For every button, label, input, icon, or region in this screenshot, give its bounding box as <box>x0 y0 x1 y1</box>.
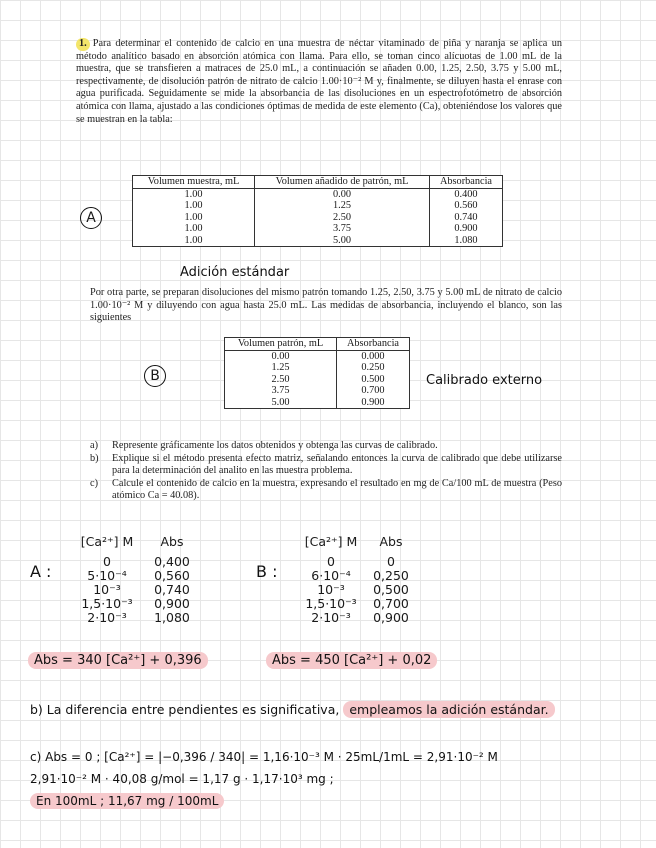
hand-a-conc-header: [Ca²⁺] M <box>80 534 134 549</box>
table-row <box>225 362 410 374</box>
hand-value: 5·10⁻⁴ <box>87 568 127 583</box>
table-b-header-row <box>225 338 410 351</box>
table-cell: 5.00 <box>255 235 430 247</box>
table-cell: 0.400 <box>430 188 503 200</box>
table-row <box>225 385 410 397</box>
question-text: Calcule el contenido de calcio en la muestra, expresando el resultado en mg de Ca/100 mL de muestra (Peso atómico Ca = 40.08). <box>112 477 562 502</box>
table-cell: 0.00 <box>255 188 430 200</box>
hand-value: 1,080 <box>154 610 190 625</box>
table-row <box>133 188 503 200</box>
table-cell: 1.25 <box>255 200 430 212</box>
question-label: c) <box>90 477 98 489</box>
answer-c-line-3 <box>30 790 498 812</box>
hand-value: 0,900 <box>154 596 190 611</box>
question-label: a) <box>90 440 98 451</box>
table-cell: 5.00 <box>225 397 337 409</box>
table-cell: 0.250 <box>337 362 410 374</box>
answer-b <box>30 702 555 717</box>
table-row <box>133 235 503 247</box>
table-standard-addition <box>132 175 503 247</box>
hand-a-abs-header: Abs <box>160 534 184 549</box>
problem-intro-text: Para determinar el contenido de calcio en una muestra de néctar vitaminado de piña y naranja se aplica un método analítico basado en absorción atómica con llama. Para ello, se toman cinco alícuotas de 1.00 mL de la muestra, que se transfieren a matraces de 25.0 mL, a continuación se añaden 0.00, 1.25, 2.50, 3.75 y 5.00 mL, respectivamente, de disolución patrón de nitrato de calcio 1.00·10⁻² M y, finalmente, se diluyen hasta el enrase con agua purificada. Seguidamente se mide la absorbancia de las disoluciones en un espectrofotómetro de absorción atómica con llama, ajustado a las condiciones óptimas de medida de este elemento (Ca), obteniéndose los valores que se muestran en la tabla: <box>76 38 562 125</box>
hand-value: 0,500 <box>373 582 409 597</box>
table-cell: 0.00 <box>225 350 337 362</box>
hand-b-conc-column <box>296 555 366 625</box>
table-cell: 0.900 <box>337 397 410 409</box>
question-item <box>90 440 562 453</box>
label-standard-addition: Adición estándar <box>180 265 290 280</box>
hand-b-prefix: B : <box>256 562 278 581</box>
answer-c-line-2: 2,91·10⁻² M · 40,08 g/mol = 1,17 g · 1,17·10³ mg ; <box>30 772 334 786</box>
table-cell: 1.00 <box>133 188 255 200</box>
table-cell: 1.00 <box>133 212 255 224</box>
table-cell: 2.50 <box>255 212 430 224</box>
circle-label-b: B <box>144 365 166 387</box>
table-cell: 3.75 <box>255 223 430 235</box>
table-cell: 1.080 <box>430 235 503 247</box>
hand-b-equation: Abs = 450 [Ca²⁺] + 0,02 <box>266 652 437 669</box>
table-row <box>133 223 503 235</box>
table-a-header: Absorbancia <box>430 176 503 189</box>
question-label: b) <box>90 452 99 464</box>
questions-list <box>90 440 562 503</box>
table-cell: 0.000 <box>337 350 410 362</box>
table-a-header-row <box>133 176 503 189</box>
problem-intro <box>76 38 562 126</box>
hand-value: 0,250 <box>373 568 409 583</box>
table-cell: 0.700 <box>337 385 410 397</box>
table-row <box>225 397 410 409</box>
hand-b-abs-column <box>366 555 416 625</box>
hand-a-abs-column <box>142 555 202 625</box>
table-cell: 1.00 <box>133 223 255 235</box>
answer-b-text: La diferencia entre pendientes es significativa, <box>46 702 340 717</box>
table-cell: 3.75 <box>225 385 337 397</box>
hand-a-conc-column <box>72 555 142 625</box>
answer-b-highlight: empleamos la adición estándar. <box>343 701 554 718</box>
table-row <box>133 200 503 212</box>
hand-value: 2·10⁻³ <box>311 610 351 625</box>
table-cell: 0.500 <box>337 374 410 386</box>
answer-c-line1-text: Abs = 0 ; [Ca²⁺] = |−0,396 / 340| = 1,16·10⁻³ M · 25mL/1mL = 2,91·10⁻² M <box>45 750 498 764</box>
hand-value: 0,700 <box>373 596 409 611</box>
hand-value: 6·10⁻⁴ <box>311 568 351 583</box>
label-external-calibration: Calibrado externo <box>426 373 543 388</box>
answer-c-line-1 <box>30 746 498 768</box>
table-row <box>225 350 410 362</box>
hand-value: 0 <box>387 554 395 569</box>
table-cell: 1.25 <box>225 362 337 374</box>
answer-c-label: c) <box>30 750 42 764</box>
question-text: Explique si el método presenta efecto matriz, señalando entonces la curva de calibrado que debe utilizarse para la determinación del analito en las muestra problema. <box>112 452 562 477</box>
table-cell: 0.900 <box>430 223 503 235</box>
answer-b-label: b) <box>30 702 43 717</box>
hand-a-prefix: A : <box>30 562 52 581</box>
table-cell: 1.00 <box>133 200 255 212</box>
table-cell: 0.560 <box>430 200 503 212</box>
table-a-header: Volumen muestra, mL <box>133 176 255 189</box>
hand-b-conc-header: [Ca²⁺] M <box>304 534 358 549</box>
hand-value: 0 <box>327 554 335 569</box>
problem-middle-text: Por otra parte, se preparan disoluciones del mismo patrón tomando 1.25, 2.50, 3.75 y 5.00 mL de nitrato de calcio 1.00·10⁻² M y diluyendo con agua hasta 25.0 mL. Las medidas de absorbancia, incluyendo el blanco, son las siguientes <box>90 287 562 324</box>
circle-label-a: A <box>80 207 102 229</box>
table-cell: 1.00 <box>133 235 255 247</box>
hand-value: 10⁻³ <box>93 582 121 597</box>
hand-value: 10⁻³ <box>317 582 345 597</box>
hand-value: 0,560 <box>154 568 190 583</box>
answer-c-result: En 100mL ; 11,67 mg / 100mL <box>30 793 224 809</box>
table-cell: 2.50 <box>225 374 337 386</box>
hand-value: 1,5·10⁻³ <box>305 596 357 611</box>
table-row <box>133 212 503 224</box>
table-a-header: Volumen añadido de patrón, mL <box>255 176 430 189</box>
hand-b-abs-header: Abs <box>379 534 403 549</box>
hand-value: 2·10⁻³ <box>87 610 127 625</box>
table-b-header: Volumen patrón, mL <box>225 338 337 351</box>
question-item <box>90 453 562 478</box>
hand-value: 1,5·10⁻³ <box>81 596 133 611</box>
table-external-calibration <box>224 337 410 409</box>
table-b-header: Absorbancia <box>337 338 410 351</box>
hand-value: 0,400 <box>154 554 190 569</box>
answer-c <box>30 746 498 812</box>
question-item <box>90 478 562 503</box>
table-cell: 0.740 <box>430 212 503 224</box>
hand-value: 0,900 <box>373 610 409 625</box>
hand-value: 0 <box>103 554 111 569</box>
hand-value: 0,740 <box>154 582 190 597</box>
problem-number: 1. <box>76 38 90 51</box>
table-row <box>225 374 410 386</box>
question-text: Represente gráficamente los datos obtenidos y obtenga las curvas de calibrado. <box>112 440 438 451</box>
hand-a-equation: Abs = 340 [Ca²⁺] + 0,396 <box>28 652 208 669</box>
